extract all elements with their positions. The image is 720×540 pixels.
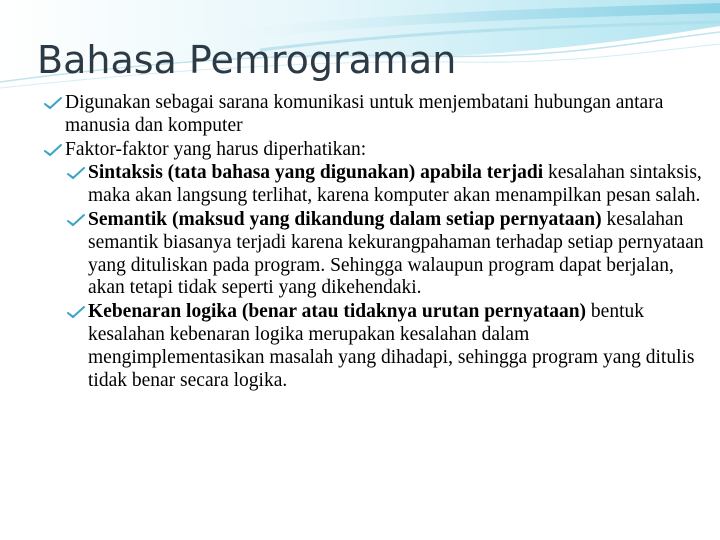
semantik-description: kesalahan semantik biasanya terjadi karena kekurangpahaman terhadap setiap pernyataan yang dituliskan pada program. Sehingga walaupun program dapat berjalan, akan tetapi tidak seperti yang dikehendaki. <box>88 208 704 299</box>
check-bullet-icon <box>67 166 85 180</box>
kebenaran-logika-description: bentuk kesalahan kebenaran logika merupakan kesalahan dalam mengimplementasikan masalah yang dihadapi, sehingga program yang ditulis tidak benar secara logika. <box>88 301 695 391</box>
kebenaran-logika-heading: Kebenaran logika (benar atau tidaknya urutan pernyataan) <box>88 301 587 323</box>
sintaksis-description: kesalahan sintaksis, maka akan langsung terlihat, karena komputer akan menampilkan pesan salah. <box>88 162 702 207</box>
bullet-item-1-text: Digunakan sebagai sarana komunikasi untuk menjembatani hubungan antara manusia dan komputer <box>65 92 664 136</box>
sub-bullet-item-sintaksis <box>67 162 704 208</box>
check-bullet-icon <box>67 305 85 319</box>
bullet-item-2 <box>44 139 704 162</box>
check-bullet-icon <box>44 96 62 110</box>
sintaksis-heading: Sintaksis (tata bahasa yang digunakan) apabila terjadi <box>88 162 544 184</box>
bullet-item-2-text: Faktor-faktor yang harus diperhatikan: <box>65 138 367 160</box>
check-bullet-icon <box>67 213 85 227</box>
slide-title: Bahasa Pemrograman <box>37 38 457 82</box>
sub-bullet-item-semantik <box>67 209 704 300</box>
semantik-heading: Semantik (maksud yang dikandung dalam setiap pernyataan) <box>88 208 602 230</box>
bullet-item-1 <box>44 92 704 138</box>
sub-bullet-item-kebenaran-logika <box>67 301 704 392</box>
slide-content <box>44 92 704 393</box>
check-bullet-icon <box>44 143 62 157</box>
